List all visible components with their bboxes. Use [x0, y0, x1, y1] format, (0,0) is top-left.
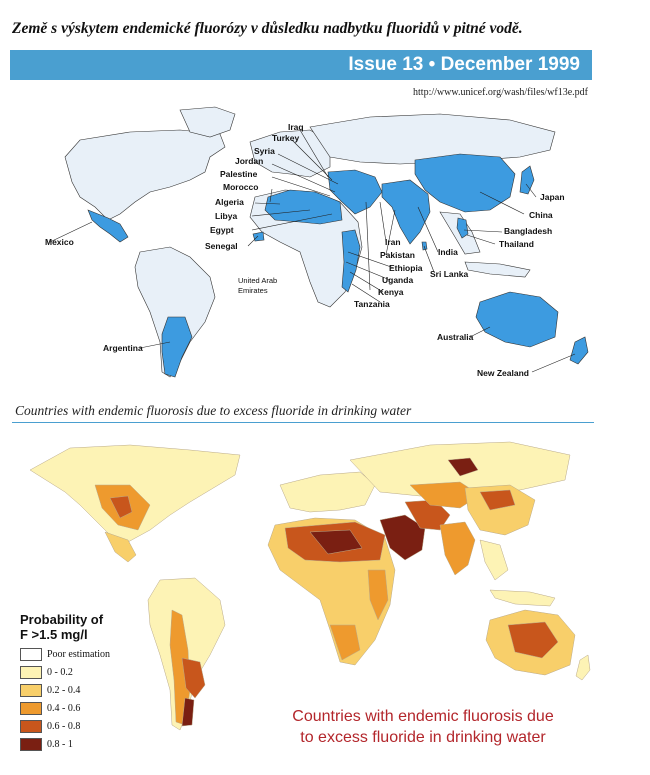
legend-swatch: [20, 720, 42, 733]
label-sri-lanka: Sri Lanka: [430, 269, 469, 279]
label-australia: Australia: [437, 332, 474, 342]
legend-item: [20, 735, 160, 753]
legend-label: 0.4 - 0.6: [47, 702, 81, 714]
label-pakistan: Pakistan: [380, 250, 415, 260]
caption-divider: [12, 422, 594, 423]
legend-item: [20, 717, 160, 735]
label-mexico: Mexico: [45, 237, 74, 247]
legend-swatch: [20, 684, 42, 697]
label-uae-line1: United Arab: [238, 276, 278, 285]
red-caption: [258, 706, 588, 748]
issue-banner: [10, 50, 592, 80]
legend-title-line1: Probability of: [20, 612, 104, 627]
label-china: China: [529, 210, 553, 220]
label-india: India: [438, 247, 458, 257]
label-japan: Japan: [540, 192, 565, 202]
label-bangladesh: Bangladesh: [504, 226, 553, 236]
label-senegal: Senegal: [205, 241, 238, 251]
label-syria: Syria: [254, 146, 275, 156]
legend-item: [20, 699, 160, 717]
legend-label: Poor estimation: [47, 648, 111, 660]
legend-swatch: [20, 648, 42, 661]
map2-caption: Countries with endemic fluorosis due to excess fluoride in drinking water: [15, 403, 412, 418]
legend-title-line2: F >1.5 mg/l: [20, 627, 88, 642]
label-uganda: Uganda: [382, 275, 414, 285]
label-morocco: Morocco: [223, 182, 259, 192]
label-new-zealand: New Zealand: [477, 368, 529, 378]
label-palestine: Palestine: [220, 169, 258, 179]
label-algeria: Algeria: [215, 197, 244, 207]
label-turkey: Turkey: [272, 133, 300, 143]
label-thailand: Thailand: [499, 239, 534, 249]
label-tanzania: Tanzania: [354, 299, 390, 309]
legend-swatch: [20, 666, 42, 679]
affected-countries-map: [10, 102, 600, 392]
legend-swatch: [20, 738, 42, 751]
label-iraq: Iraq: [288, 122, 304, 132]
red-caption-line2: to excess fluoride in drinking water: [300, 729, 546, 746]
sri-lanka-shape: [422, 242, 427, 250]
page-title: Země s výskytem endemické fluorózy v důsledku nadbytku fluoridů v pitné vodě.: [12, 20, 523, 37]
label-libya: Libya: [215, 211, 238, 221]
red-caption-line1: Countries with endemic fluorosis due: [292, 708, 554, 725]
legend-item: [20, 681, 160, 699]
label-uae-line2: Emirates: [238, 286, 268, 295]
legend-item: [20, 663, 160, 681]
legend-label: 0.8 - 1: [47, 738, 73, 750]
legend-swatch: [20, 702, 42, 715]
legend-item: [20, 645, 160, 663]
label-egypt: Egypt: [210, 225, 234, 235]
label-ethiopia: Ethiopia: [389, 263, 423, 273]
label-kenya: Kenya: [378, 287, 404, 297]
legend-label: 0.6 - 0.8: [47, 720, 81, 732]
legend-label: 0 - 0.2: [47, 666, 73, 678]
source-url[interactable]: http://www.unicef.org/wash/files/wf13e.pdf: [413, 87, 588, 98]
label-iran: Iran: [385, 237, 401, 247]
legend-label: 0.2 - 0.4: [47, 684, 81, 696]
issue-label: Issue 13 • December 1999: [348, 54, 580, 75]
label-argentina: Argentina: [103, 343, 143, 353]
probability-legend: [20, 612, 160, 753]
label-jordan: Jordan: [235, 156, 264, 166]
